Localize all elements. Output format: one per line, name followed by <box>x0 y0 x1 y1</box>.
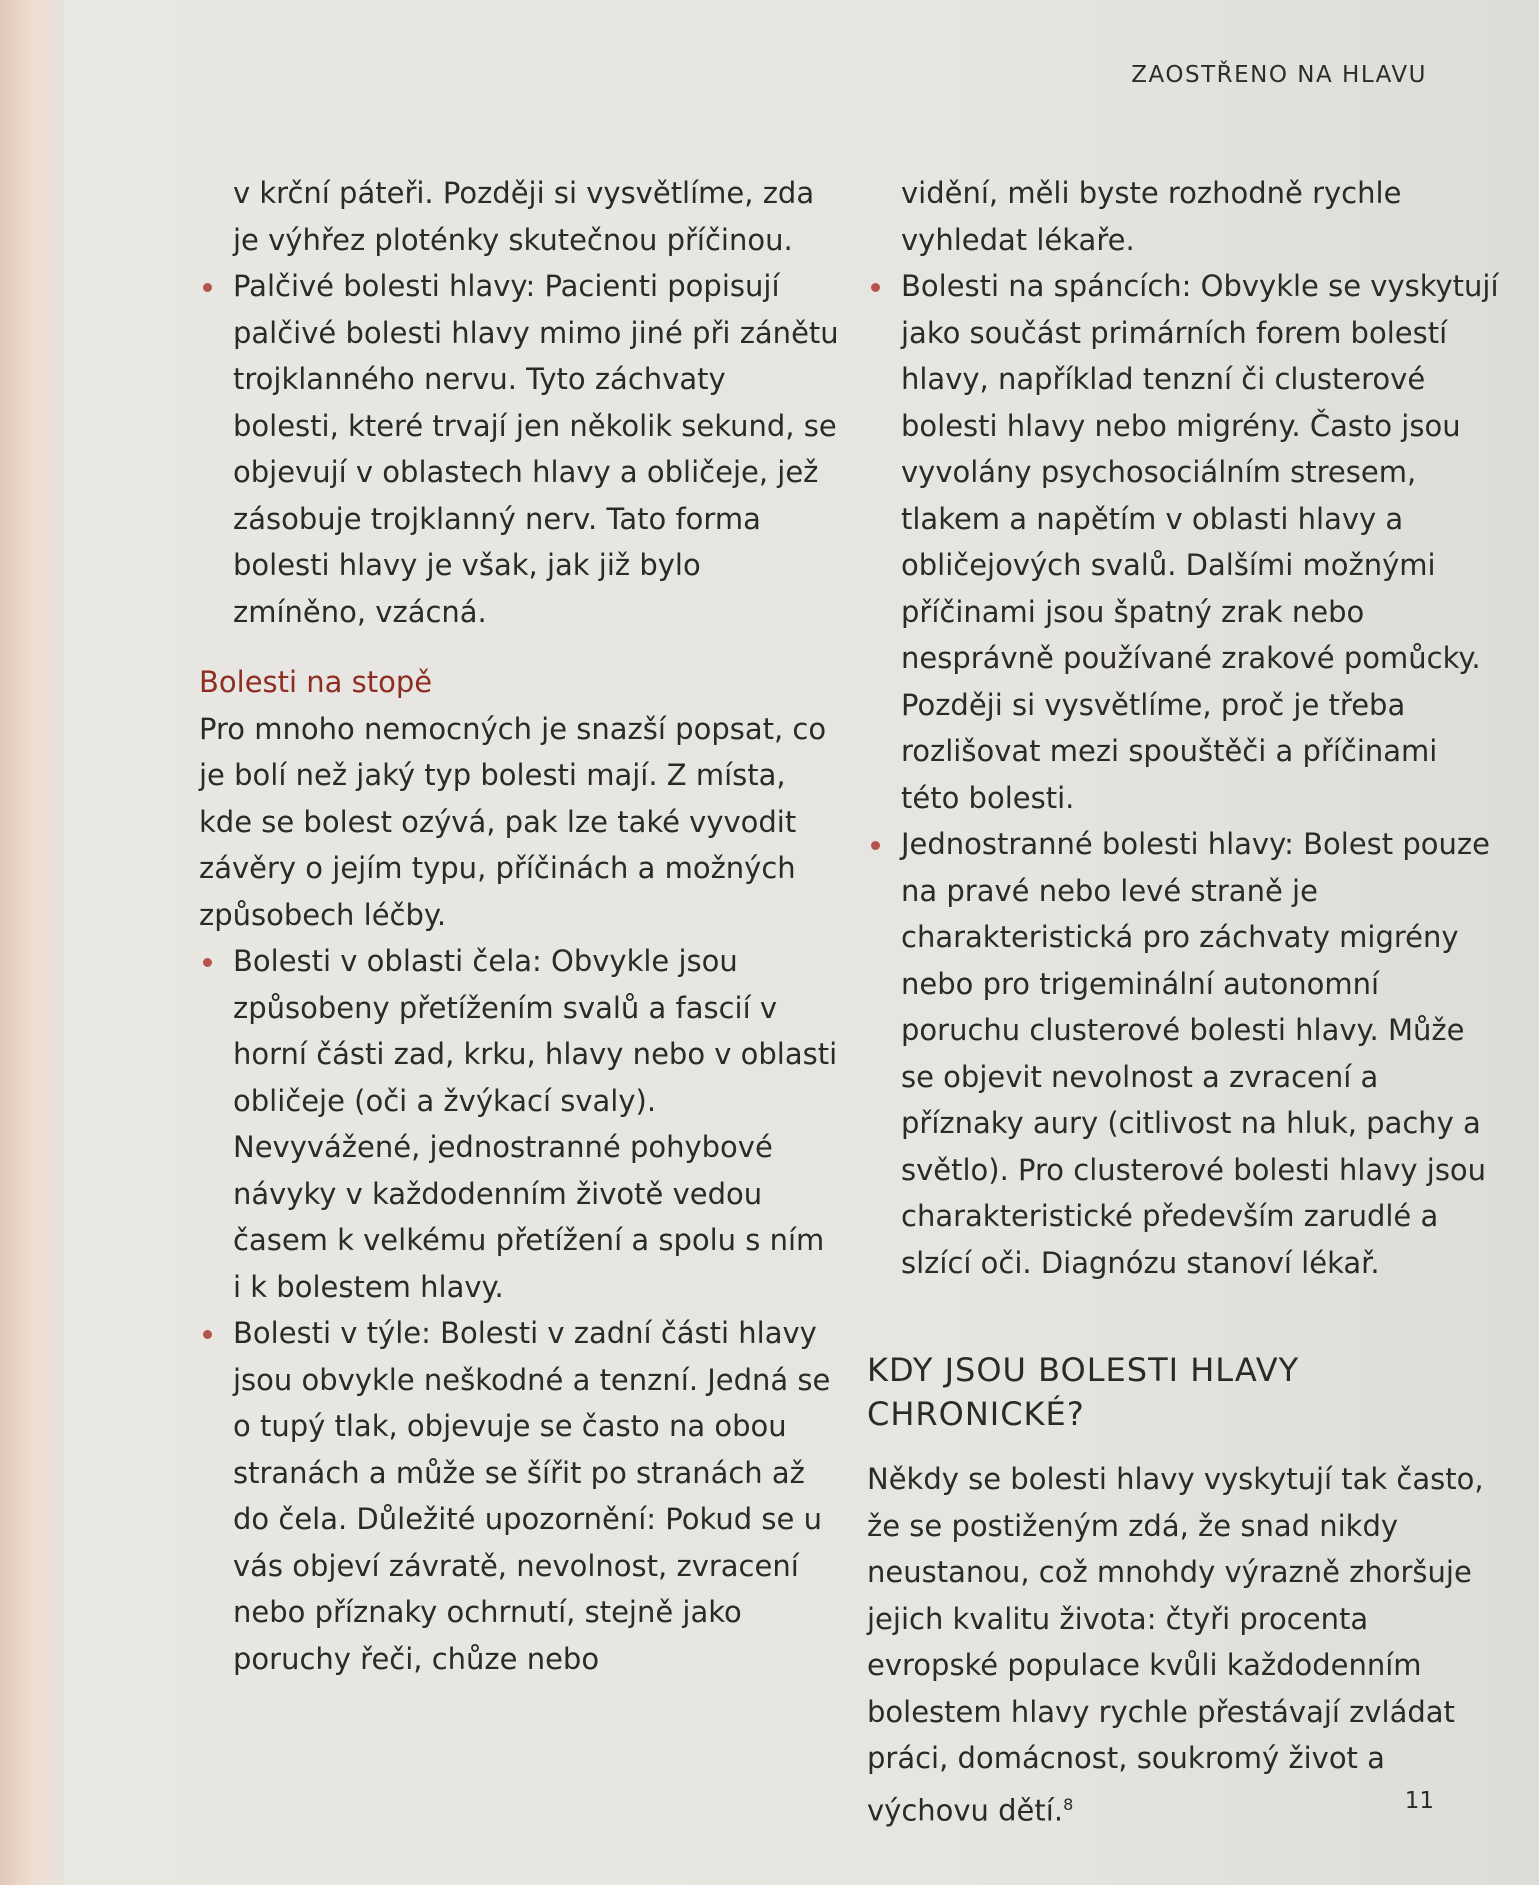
book-spine-shadow <box>0 0 64 1885</box>
section-subheading: Bolesti na stopě <box>199 665 433 699</box>
bullet-dot-icon <box>871 283 880 292</box>
book-page <box>64 0 1539 1885</box>
bullet-dot-icon <box>871 841 880 850</box>
bullet-item <box>199 263 839 635</box>
bullet-item <box>199 938 839 1310</box>
bullet-item <box>867 263 1502 821</box>
bullet-dot-icon <box>203 1330 212 1339</box>
paragraph-text: Někdy se bolesti hlavy vyskytují tak často, že se postiženým zdá, že snad nikdy neustanou, což mnohdy výrazně zhoršuje jejich kvalitu života: čtyři procenta evropské populace kvůli každodenním bolestem hlavy rychle přestávají zvládat práci, domácnost, soukromý život a výchovu dětí. <box>867 1462 1484 1828</box>
bullet-item <box>199 1310 839 1682</box>
bullet-item <box>867 821 1502 1286</box>
continuation-text: v krční páteři. Později si vysvětlíme, zda je výhřez ploténky skutečnou příčinou. <box>233 176 815 257</box>
left-column <box>199 170 839 1682</box>
body-paragraph <box>867 1456 1502 1834</box>
bullet-text: Bolesti v týle: Bolesti v zadní části hlavy jsou obvykle neškodné a tenzní. Jedná se o tupý tlak, objevuje se často na obou stranách a může se šířit po stranách až do čela. Důležité upozornění: Pokud se u vás objeví závratě, nevolnost, zvracení nebo příznaky ochrnutí, stejně jako poruchy řeči, chůze nebo <box>233 1316 831 1676</box>
right-column <box>867 170 1502 1834</box>
bullet-text: Bolesti na spáncích: Obvykle se vyskytují jako součást primárních forem bolestí hlavy, například tenzní či clusterové bolesti hlavy nebo migrény. Často jsou vyvolány psychosociálním stresem, tlakem a napětím v oblasti hlavy a obličejových svalů. Dalšími možnými příčinami jsou špatný zrak nebo nesprávně používané zrakové pomůcky. Později si vysvětlíme, proč je třeba rozlišovat mezi spouštěči a příčinami této bolesti. <box>901 269 1499 815</box>
section-heading: KDY JSOU BOLESTI HLAVY CHRONICKÉ? <box>867 1351 1300 1433</box>
bullet-text: Bolesti v oblasti čela: Obvykle jsou způsobeny přetížením svalů a fascií v horní části zad, krku, hlavy nebo v oblasti obličeje (oči a žvýkací svaly). Nevyvážené, jednostranné pohybové návyky v každodenním životě vedou časem k velkému přetížení a spolu s ním i k bolestem hlavy. <box>233 944 838 1304</box>
bullet-text: Palčivé bolesti hlavy: Pacienti popisují palčivé bolesti hlavy mimo jiné při zánětu trojklanného nervu. Tyto záchvaty bolesti, které trvají jen několik sekund, se objevují v oblastech hlavy a obličeje, jež zásobuje trojklanný nerv. Tato forma bolesti hlavy je však, jak již bylo zmíněno, vzácná. <box>233 269 839 629</box>
running-head: ZAOSTŘENO NA HLAVU <box>1131 62 1427 88</box>
bullet-dot-icon <box>203 283 212 292</box>
page-number: 11 <box>1404 1788 1434 1814</box>
intro-paragraph: Pro mnoho nemocných je snazší popsat, co je bolí než jaký typ bolesti mají. Z místa, kde se bolest ozývá, pak lze také vyvodit závěry o jejím typu, příčinách a možných způsobech léčby. <box>199 711 827 932</box>
footnote-reference: 8 <box>1063 1794 1074 1814</box>
bullet-text: Jednostranné bolesti hlavy: Bolest pouze na pravé nebo levé straně je charakteristická pro záchvaty migrény nebo pro trigeminální autonomní poruchu clusterové bolesti hlavy. Může se objevit nevolnost a zvracení a příznaky aury (citlivost na hluk, pachy a světlo). Pro clusterové bolesti hlavy jsou charakteristické především zarudlé a slzící oči. Diagnózu stanoví lékař. <box>901 827 1490 1280</box>
bullet-dot-icon <box>203 958 212 967</box>
continuation-text: vidění, měli byste rozhodně rychle vyhledat lékaře. <box>901 176 1402 257</box>
